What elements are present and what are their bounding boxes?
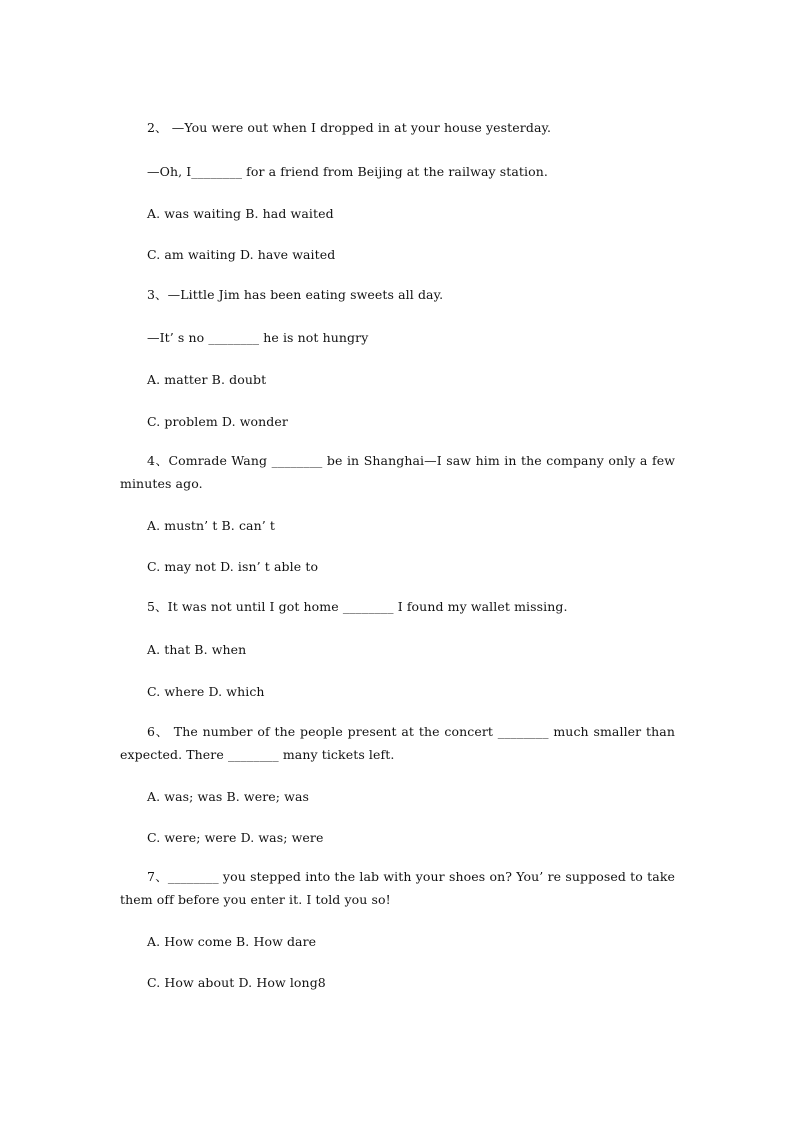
question-6-options-ab: A. was; was B. were; was (147, 789, 310, 804)
question-3-options-ab: A. matter B. doubt (147, 372, 267, 387)
question-4-options-ab: A. mustn’ t B. can’ t (147, 518, 276, 533)
question-7-options-ab: A. How come B. How dare (147, 934, 317, 949)
question-5-stem: 5、It was not until I got home ________ I found my wallet missing. (147, 599, 568, 614)
question-3-reply: —It’ s no ________ he is not hungry (147, 330, 369, 345)
question-2-stem: 2、 —You were out when I dropped in at your house yesterday. (147, 120, 552, 135)
question-5-options-cd: C. where D. which (147, 684, 265, 699)
question-7-options-cd: C. How about D. How long8 (147, 975, 326, 990)
question-6-stem: 6、 The number of the people present at the concert ________ much smaller than expected. There ________ many tickets left. (120, 724, 675, 762)
question-3-options-cd: C. problem D. wonder (147, 414, 288, 429)
question-4-options-cd: C. may not D. isn’ t able to (147, 559, 319, 574)
question-2-options-ab: A. was waiting B. had waited (147, 206, 334, 221)
question-2-options-cd: C. am waiting D. have waited (147, 247, 336, 262)
question-7-stem: 7、________ you stepped into the lab with your shoes on? You’ re supposed to take them off before you enter it. I told you so! (120, 869, 675, 907)
question-5-options-ab: A. that B. when (147, 642, 247, 657)
question-6-options-cd: C. were; were D. was; were (147, 830, 324, 845)
question-3-stem: 3、—Little Jim has been eating sweets all day. (147, 287, 444, 302)
question-4-stem: 4、Comrade Wang ________ be in Shanghai—I saw him in the company only a few minutes ago. (120, 453, 675, 491)
question-2-reply: —Oh, I________ for a friend from Beijing at the railway station. (147, 164, 549, 179)
